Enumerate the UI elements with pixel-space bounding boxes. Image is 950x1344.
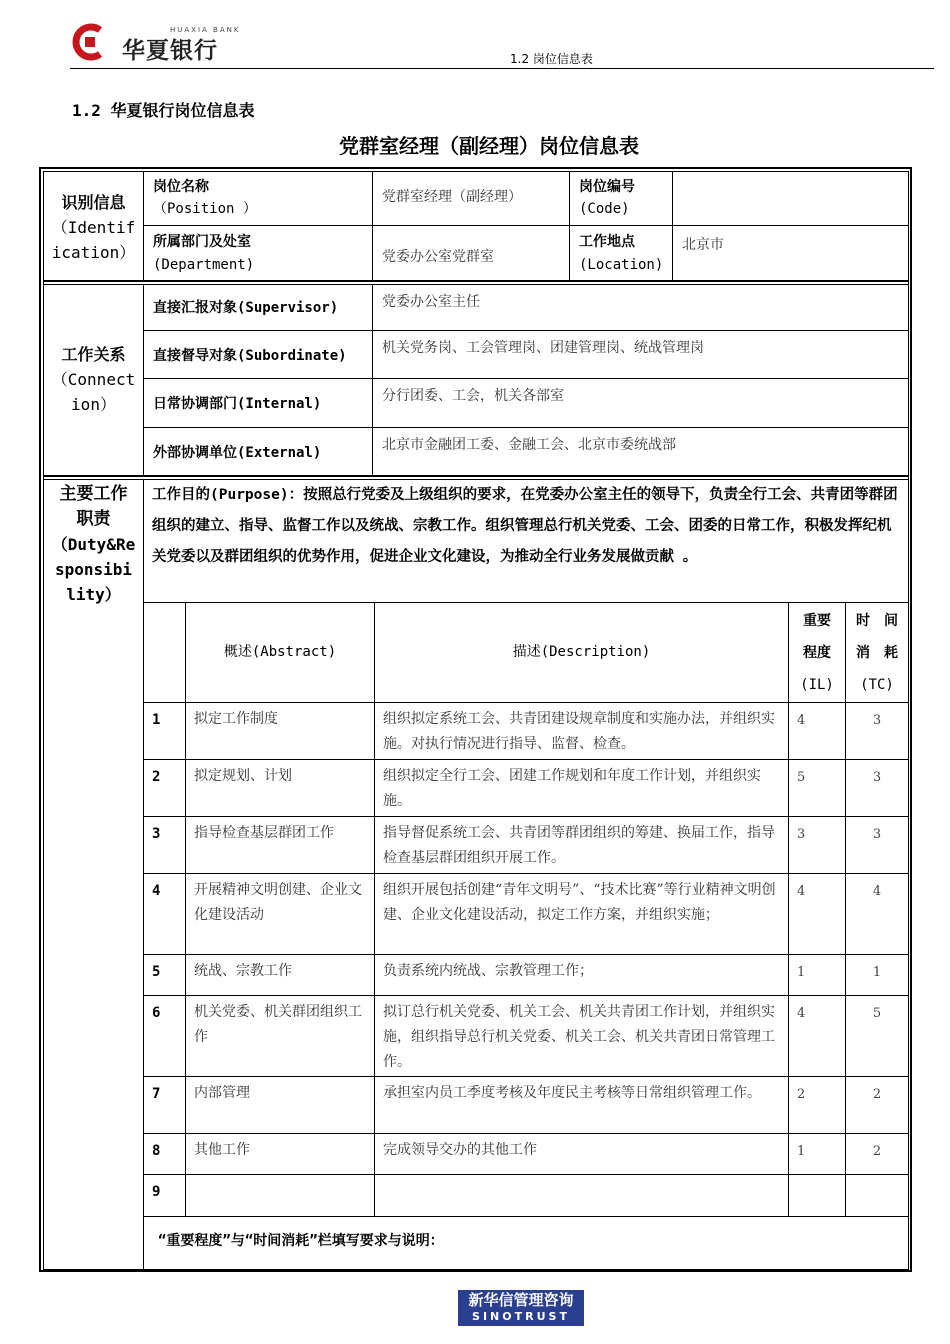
subordinate-label: 直接督导对象(Subordinate) — [153, 348, 347, 364]
task-no-cell — [143, 702, 186, 760]
task-abstract-cell — [185, 954, 375, 996]
task-il-cell — [788, 995, 846, 1077]
description-header: 描述(Description) — [374, 602, 789, 703]
task-il-cell — [788, 759, 846, 817]
task-tc: 3 — [872, 713, 882, 728]
connection-side-cell — [43, 284, 144, 476]
task-no-cell — [143, 1076, 186, 1134]
note-text: “重要程度”与“时间消耗”栏填写要求与说明： — [158, 1233, 444, 1249]
task-il-cell — [788, 702, 846, 760]
task-description-cell — [374, 873, 789, 955]
internal-label: 日常协调部门(Internal) — [153, 396, 322, 412]
tc-header-line-1: 时 间 — [856, 613, 898, 629]
duty-title-2: 职责 — [76, 509, 111, 529]
task-no: 1 — [152, 712, 161, 728]
header-section-label: 1.2 岗位信息表 — [510, 52, 593, 66]
department-label-cell — [143, 225, 373, 281]
position-info-table — [39, 167, 912, 1272]
task-tc: 2 — [872, 1144, 882, 1159]
task-description: 完成领导交办的其他工作 — [383, 1142, 537, 1158]
task-il-cell — [788, 1133, 846, 1175]
page-header — [0, 0, 950, 72]
task-no: 9 — [152, 1184, 161, 1200]
external-value: 北京市金融团工委、金融工会、北京市委统战部 — [382, 437, 676, 453]
il-header-line-2: 程度 — [803, 645, 831, 661]
tc-header — [845, 602, 909, 703]
position-name-value: 党群室经理（副经理） — [382, 189, 522, 205]
task-tc: 3 — [872, 770, 882, 785]
duty-title-1: 主要工作 — [59, 484, 128, 504]
task-abstract: 拟定规划、计划 — [194, 768, 292, 784]
department-en: (Department) — [153, 257, 255, 273]
position-name-label-cell — [143, 171, 373, 226]
task-il — [789, 1175, 845, 1185]
internal-value: 分行团委、工会，机关各部室 — [382, 388, 564, 404]
connection-en-2: ion） — [71, 395, 116, 414]
task-il: 1 — [797, 1144, 806, 1159]
location-label-cell — [569, 225, 673, 281]
bank-name-cn: 华夏银行 — [122, 38, 218, 64]
subordinate-value: 机关党务岗、工会管理岗、团建管理岗、统战管理岗 — [382, 340, 704, 356]
header-divider — [70, 68, 934, 69]
identification-en-1: （Identif — [51, 218, 136, 237]
task-tc-cell — [845, 1133, 909, 1175]
department-value: 党委办公室党群室 — [382, 249, 494, 265]
task-abstract: 拟定工作制度 — [194, 711, 278, 727]
task-no: 6 — [152, 1005, 161, 1021]
internal-value-cell — [372, 378, 909, 428]
location-value-cell — [672, 225, 909, 281]
task-no-cell — [143, 1174, 186, 1217]
il-header-line-1: 重要 — [803, 613, 831, 629]
task-no-cell — [143, 816, 186, 874]
task-il: 4 — [797, 713, 806, 728]
location-value: 北京市 — [682, 237, 724, 253]
external-label: 外部协调单位(External) — [153, 445, 322, 461]
document-title: 党群室经理（副经理）岗位信息表 — [339, 134, 639, 158]
task-tc: 2 — [872, 1087, 882, 1102]
task-no: 3 — [152, 826, 161, 842]
internal-label-cell — [143, 378, 373, 428]
huaxia-bank-logo-icon — [70, 22, 110, 62]
task-no-cell — [143, 1133, 186, 1175]
tc-header-line-2: 消 耗 — [856, 645, 898, 661]
abstract-header: 概述(Abstract) — [185, 602, 375, 703]
task-il: 1 — [797, 965, 806, 980]
task-description-cell — [374, 759, 789, 817]
task-abstract-cell — [185, 873, 375, 955]
task-no: 4 — [152, 883, 161, 899]
task-tc — [846, 1175, 908, 1185]
il-header — [788, 602, 846, 703]
position-name-label: 岗位名称 — [153, 179, 209, 195]
location-en: (Location) — [579, 257, 664, 273]
identification-en-2: ication） — [51, 243, 136, 262]
task-abstract: 其他工作 — [194, 1142, 250, 1158]
task-description: 拟订总行机关党委、机关工会、机关共青团工作计划，并组织实施，组织指导总行机关党委、机关工会、机关共青团日常管理工作。 — [383, 1004, 775, 1070]
task-il-cell — [788, 1174, 846, 1217]
task-tc-cell — [845, 1174, 909, 1217]
sinotrust-logo — [458, 1290, 584, 1326]
task-abstract: 统战、宗教工作 — [194, 963, 292, 979]
subordinate-value-cell — [372, 330, 909, 379]
supervisor-label-cell — [143, 284, 373, 331]
duty-en-3: lity） — [66, 585, 121, 604]
task-tc-cell — [845, 759, 909, 817]
connection-title: 工作关系 — [61, 345, 126, 364]
task-il: 4 — [797, 1006, 806, 1021]
task-il: 2 — [797, 1087, 806, 1102]
supervisor-value: 党委办公室主任 — [382, 294, 480, 310]
subordinate-label-cell — [143, 330, 373, 379]
task-description — [375, 1175, 788, 1183]
task-il: 3 — [797, 827, 806, 842]
task-description-cell — [374, 954, 789, 996]
task-tc-cell — [845, 702, 909, 760]
task-no: 5 — [152, 964, 161, 980]
task-tc-cell — [845, 816, 909, 874]
task-description-cell — [374, 1174, 789, 1217]
task-no: 8 — [152, 1143, 161, 1159]
task-no-cell — [143, 954, 186, 996]
footer-brand-cn: 新华信管理咨询 — [468, 1291, 574, 1309]
task-tc-cell — [845, 873, 909, 955]
task-no-header — [143, 602, 186, 703]
connection-en-1: （Connect — [51, 370, 136, 389]
tc-header-line-3: (TC) — [860, 677, 894, 693]
task-il-cell — [788, 816, 846, 874]
footer-brand-en: SINOTRUST — [472, 1310, 570, 1323]
task-abstract: 内部管理 — [194, 1085, 250, 1101]
task-description: 负责系统内统战、宗教管理工作； — [383, 963, 593, 979]
task-description-cell — [374, 995, 789, 1077]
location-label: 工作地点 — [579, 234, 635, 250]
purpose-cell — [143, 479, 909, 603]
task-abstract: 开展精神文明创建、企业文化建设活动 — [194, 882, 362, 923]
task-il: 5 — [797, 770, 806, 785]
supervisor-label: 直接汇报对象(Supervisor) — [153, 300, 339, 316]
task-tc: 3 — [872, 827, 882, 842]
task-il: 4 — [797, 884, 806, 899]
task-abstract — [186, 1175, 374, 1183]
bank-name-en: HUAXIA BANK — [170, 26, 241, 34]
task-abstract-cell — [185, 1076, 375, 1134]
position-name-value-cell — [372, 171, 570, 226]
task-abstract-cell — [185, 759, 375, 817]
task-description: 指导督促系统工会、共青团等群团组织的筹建、换届工作，指导检查基层群团组织开展工作。 — [383, 825, 775, 866]
task-description: 承担室内员工季度考核及年度民主考核等日常组织管理工作。 — [383, 1085, 761, 1101]
task-tc-cell — [845, 1076, 909, 1134]
task-no-cell — [143, 873, 186, 955]
task-no: 7 — [152, 1086, 161, 1102]
task-description: 组织拟定系统工会、共青团建设规章制度和实施办法，并组织实施。对执行情况进行指导、监督、检查。 — [383, 711, 775, 752]
task-abstract-cell — [185, 1174, 375, 1217]
task-il-cell — [788, 954, 846, 996]
task-abstract: 机关党委、机关群团组织工作 — [194, 1004, 362, 1045]
task-description-cell — [374, 702, 789, 760]
note-cell — [143, 1216, 909, 1270]
task-abstract: 指导检查基层群团工作 — [194, 825, 334, 841]
task-tc: 1 — [872, 965, 882, 980]
department-value-cell — [372, 225, 570, 281]
department-label: 所属部门及处室 — [153, 234, 251, 250]
identification-side-cell — [43, 171, 144, 281]
task-tc: 4 — [872, 884, 882, 899]
task-abstract-cell — [185, 995, 375, 1077]
duty-en-2: sponsibi — [54, 560, 133, 579]
task-description-cell — [374, 1076, 789, 1134]
task-no: 2 — [152, 769, 161, 785]
task-abstract-cell — [185, 816, 375, 874]
duty-side-cell — [43, 479, 144, 1270]
external-value-cell — [372, 427, 909, 476]
identification-title: 识别信息 — [61, 193, 126, 212]
task-il-cell — [788, 1076, 846, 1134]
task-no-cell — [143, 995, 186, 1077]
code-en: (Code) — [579, 201, 630, 217]
task-abstract-cell — [185, 702, 375, 760]
supervisor-value-cell — [372, 284, 909, 331]
task-description: 组织拟定全行工会、团建工作规划和年度工作计划，并组织实施。 — [383, 768, 761, 809]
task-tc-cell — [845, 954, 909, 996]
task-description-cell — [374, 1133, 789, 1175]
task-il-cell — [788, 873, 846, 955]
task-description: 组织开展包括创建“青年文明号”、“技术比赛”等行业精神文明创建、企业文化建设活动，拟定工作方案，并组织实施； — [383, 882, 776, 923]
section-heading: 1.2 华夏银行岗位信息表 — [72, 101, 255, 120]
code-label: 岗位编号 — [579, 179, 635, 195]
code-label-cell — [569, 171, 673, 226]
task-description-cell — [374, 816, 789, 874]
task-tc-cell — [845, 995, 909, 1077]
purpose-text: 工作目的(Purpose)：按照总行党委及上级组织的要求，在党委办公室主任的领导下，负责全行工会、共青团等群团组织的建立、指导、监督工作以及统战、宗教工作。组织管理总行机关党委、工会、团委的日常工作，积极发挥纪机关党委以及群团组织的优势作用，促进企业文化建设，为推动全行业务发展做贡献 。 — [152, 487, 898, 565]
task-tc: 5 — [872, 1006, 882, 1021]
task-abstract-cell — [185, 1133, 375, 1175]
duty-en-1: （Duty&Re — [51, 535, 136, 554]
il-header-line-3: (IL) — [800, 677, 834, 693]
external-label-cell — [143, 427, 373, 476]
position-name-en: （Position ） — [153, 201, 257, 217]
task-no-cell — [143, 759, 186, 817]
code-value-cell — [672, 171, 909, 226]
